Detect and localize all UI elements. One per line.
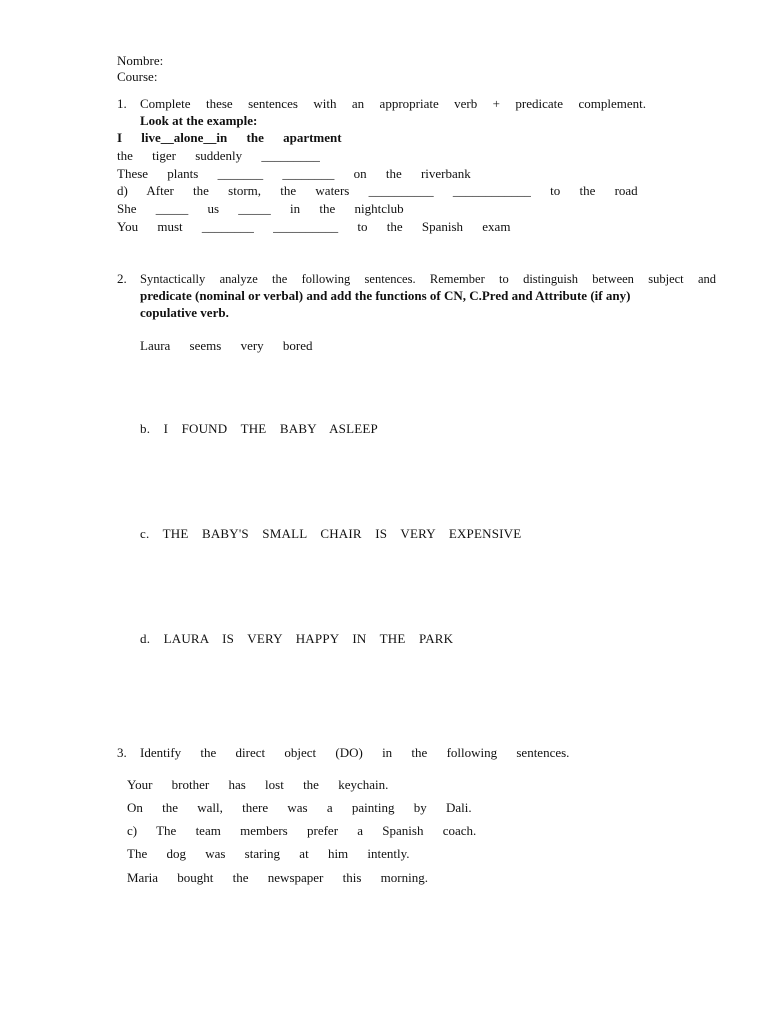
exercise-2-instruction-line2: predicate (nominal or verbal) and add the functions of CN, C.Pred and Attribute (if any) [140, 288, 631, 303]
exercise-1-item: You must ________ __________ to the Spanish exam [117, 219, 511, 234]
exercise-3-item: c) The team members prefer a Spanish coach. [127, 823, 477, 838]
exercise-2-item: b. I FOUND THE BABY ASLEEP [140, 421, 378, 436]
exercise-2-number: 2. [117, 271, 127, 286]
exercise-1-item: She _____ us _____ in the nightclub [117, 201, 404, 216]
exercise-3-number: 3. [117, 745, 127, 760]
exercise-2-item: d. LAURA IS VERY HAPPY IN THE PARK [140, 631, 454, 646]
exercise-1-item: These plants _______ ________ on the riverbank [117, 166, 471, 181]
exercise-1-item: the tiger suddenly _________ [117, 148, 320, 163]
exercise-1-example: I live__alone__in the apartment [117, 130, 342, 145]
exercise-1-instruction: Complete these sentences with an appropriate verb + predicate complement. [140, 96, 646, 111]
exercise-1-number: 1. [117, 96, 127, 111]
exercise-3-item: On the wall, there was a painting by Dali. [127, 800, 472, 815]
exercise-3-item: The dog was staring at him intently. [127, 846, 410, 861]
exercise-3-item: Your brother has lost the keychain. [127, 777, 389, 792]
exercise-2-instruction-line3: copulative verb. [140, 305, 229, 320]
exercise-1-item: d) After the storm, the waters __________ ____________ to the road [117, 183, 638, 198]
exercise-1-example-label: Look at the example: [140, 113, 258, 128]
exercise-2-item: c. THE BABY'S SMALL CHAIR IS VERY EXPENSIVE [140, 526, 522, 541]
exercise-3-instruction: Identify the direct object (DO) in the following sentences. [140, 745, 570, 760]
course-label: Course: [117, 69, 158, 84]
exercise-2-instruction-line1: Syntactically analyze the following sentences. Remember to distinguish between subject and [140, 272, 716, 286]
name-label: Nombre: [117, 53, 164, 68]
exercise-2-item: Laura seems very bored [140, 338, 313, 353]
exercise-3-item: Maria bought the newspaper this morning. [127, 870, 428, 885]
